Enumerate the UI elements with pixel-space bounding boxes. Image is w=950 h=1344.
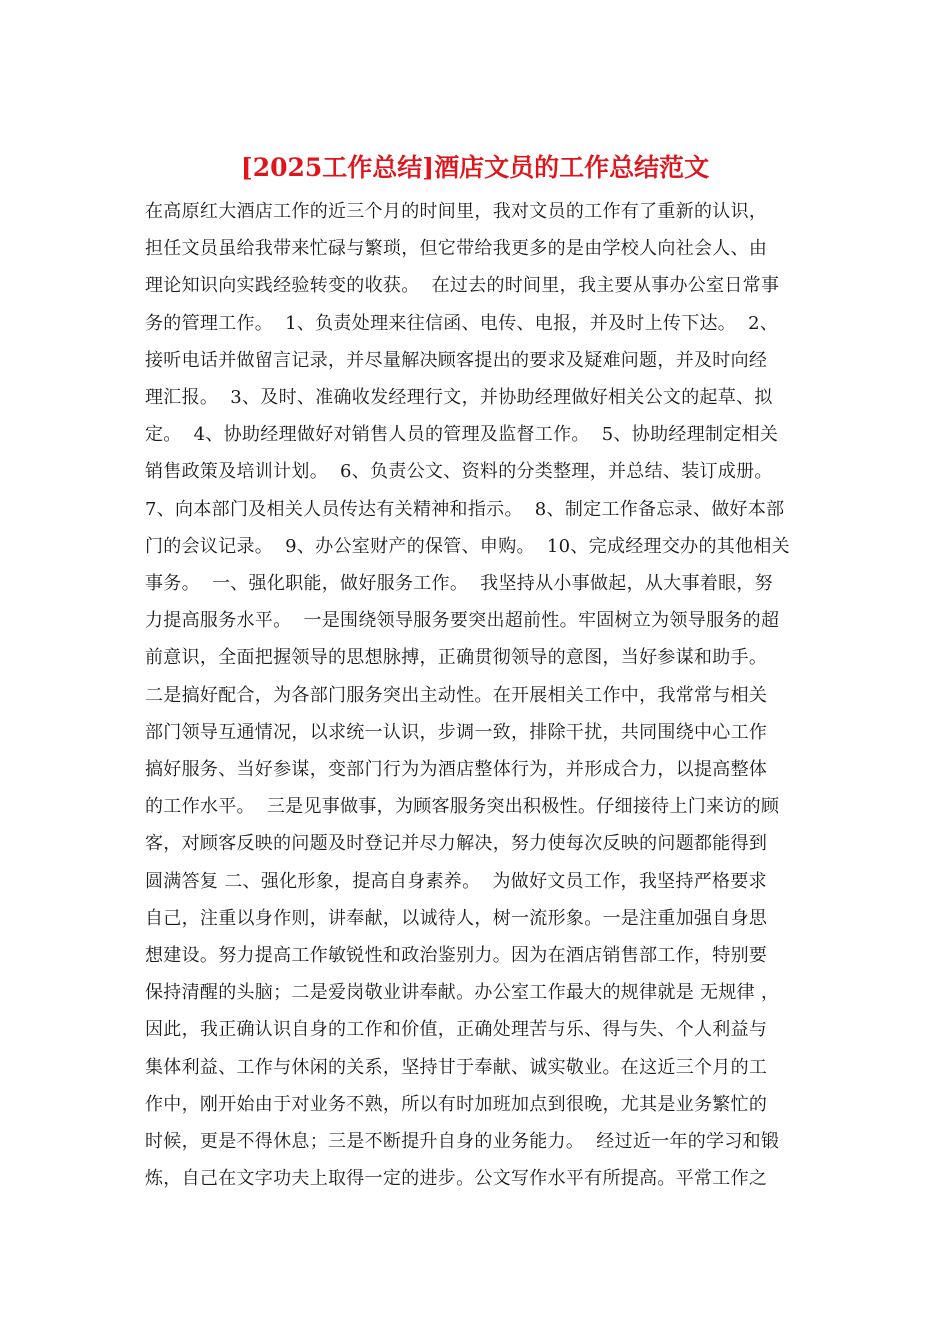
body-line: 理论知识向实践经验转变的收获。 在过去的时间里，我主要从事办公室日常事 [145,275,780,297]
body-line: 理汇报。 3、及时、准确收发经理行文，并协助经理做好相关公文的起草、拟 [145,387,773,409]
body-line: 时候，更是不得休息；三是不断提升自身的业务能力。 经过近一年的学习和锻 [145,1131,780,1153]
body-line: 接听电话并做留言记录，并尽量解决顾客提出的要求及疑难问题，并及时向经 [145,349,768,371]
body-line: 门的会议记录。 9、办公室财产的保管、申购。 10、完成经理交办的其他相关 [145,535,790,557]
body-line: 事务。 一、强化职能，做好服务工作。 我坚持从小事做起，从大事着眼，努 [145,573,773,595]
body-line: 集体利益、工作与休闲的关系，坚持甘于奉献、诚实敬业。在这近三个月的工 [145,1056,768,1078]
body-line: 销售政策及培训计划。 6、负责公文、资料的分类整理，并总结、装订成册。 [145,461,773,483]
body-line: 担任文员虽给我带来忙碌与繁琐，但它带给我更多的是由学校人向社会人、由 [145,238,768,260]
body-line: 定。 4、协助经理做好对销售人员的管理及监督工作。 5、协助经理制定相关 [145,424,779,446]
body-line: 自己，注重以身作则，讲奉献，以诚待人，树一流形象。一是注重加强自身思 [145,907,768,929]
body-line: 作中，刚开始由于对业务不熟，所以有时加班加点到很晚，尤其是业务繁忙的 [145,1093,768,1115]
body-line: 部门领导互通情况，以求统一认识，步调一致，排除干扰，共同围绕中心工作 [145,721,768,743]
body-line: 想建设。努力提高工作敏锐性和政治鉴别力。因为在酒店销售部工作，特别要 [145,945,768,967]
body-line: 因此，我正确认识自身的工作和价值，正确处理苦与乐、得与失、个人利益与 [145,1019,768,1041]
body-line: 务的管理工作。 1、负责处理来往信函、电传、电报，并及时上传下达。 2、 [145,312,779,334]
body-line: 的工作水平。 三是见事做事，为顾客服务突出积极性。仔细接待上门来访的顾 [145,796,780,818]
body-line: 在高原红大酒店工作的近三个月的时间里，我对文员的工作有了重新的认识， [145,201,768,222]
body-line: 搞好服务、当好参谋，变部门行为为酒店整体行为，并形成合力，以提高整体 [145,759,768,781]
body-line: 保持清醒的头脑；二是爱岗敬业讲奉献。办公室工作最大的规律就是 无规律 ， [145,982,780,1004]
body-line: 力提高服务水平。 一是围绕领导服务要突出超前性。牢固树立为领导服务的超 [145,610,780,632]
body-line: 二是搞好配合，为各部门服务突出主动性。在开展相关工作中，我常常与相关 [145,684,768,706]
body-line: 炼，自己在文字功夫上取得一定的进步。公文写作水平有所提高。平常工作之 [145,1168,768,1190]
body-line: 圆满答复 二、强化形象，提高自身素养。 为做好文员工作，我坚持严格要求 [145,870,767,892]
body-line: 客，对顾客反映的问题及时登记并尽力解决，努力使每次反映的问题都能得到 [145,833,768,855]
body-line: 7、向本部门及相关人员传达有关精神和指示。 8、制定工作备忘录、做好本部 [145,498,785,520]
document-title: [2025工作总结]酒店文员的工作总结范文 [240,153,710,182]
document-body [145,193,815,1197]
body-line: 前意识，全面把握领导的思想脉搏，正确贯彻领导的意图，当好参谋和助手。 [145,647,768,669]
